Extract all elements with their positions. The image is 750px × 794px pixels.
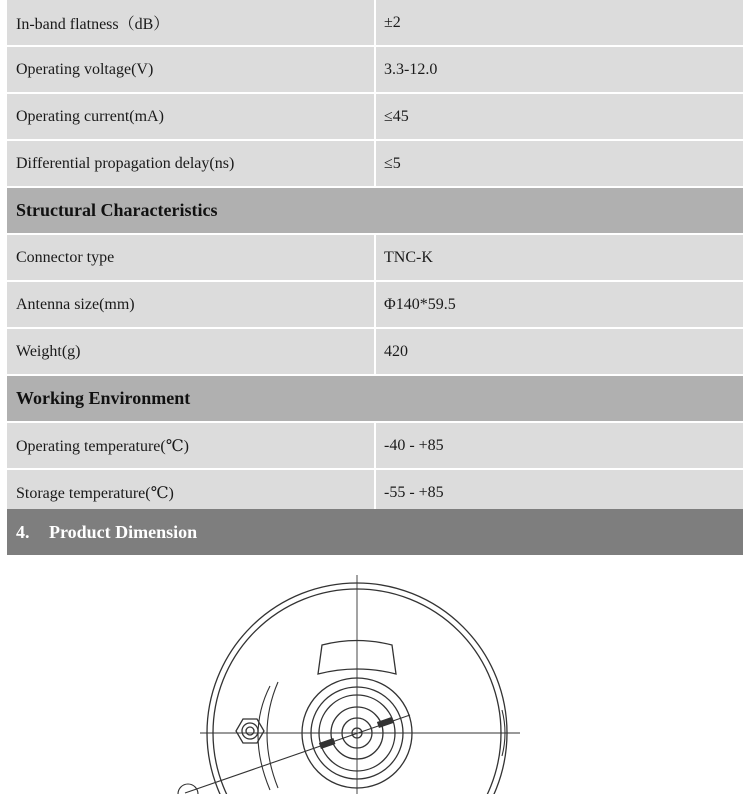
spec-label: In-band flatness（dB）: [7, 0, 375, 46]
spec-label: Operating current(mA): [7, 93, 375, 140]
spec-value: -55 - +85: [375, 469, 743, 516]
spec-row-operating-voltage: [7, 46, 743, 93]
spec-label: Operating voltage(V): [7, 46, 375, 93]
connector-pin: [246, 727, 254, 735]
spec-row-connector-type: [7, 234, 743, 281]
spec-label: Differential propagation delay(ns): [7, 140, 375, 187]
spec-value: 3.3-12.0: [375, 46, 743, 93]
product-dimension-header: [7, 509, 743, 555]
diagonal-section-line: [185, 715, 410, 793]
spec-label: Connector type: [7, 234, 375, 281]
spec-label: Storage temperature(℃): [7, 469, 375, 516]
spec-label: Antenna size(mm): [7, 281, 375, 328]
section-title: Product Dimension: [49, 522, 198, 542]
spec-table: [7, 0, 743, 517]
section-structural-characteristics: [7, 187, 743, 234]
section-title: Structural Characteristics: [7, 187, 743, 234]
left-arc-cutout: [267, 682, 278, 788]
section-working-environment: [7, 375, 743, 422]
spec-label: Weight(g): [7, 328, 375, 375]
connector-body: [242, 723, 258, 739]
spec-row-in-band-flatness: [7, 0, 743, 46]
spec-value: ≤5: [375, 140, 743, 187]
spec-value: TNC-K: [375, 234, 743, 281]
section-mark-left: [320, 739, 335, 748]
spec-value: ≤45: [375, 93, 743, 140]
spec-value: 420: [375, 328, 743, 375]
spec-value: -40 - +85: [375, 422, 743, 469]
spec-value: Φ140*59.5: [375, 281, 743, 328]
section-mark-right: [378, 718, 393, 727]
spec-label: Operating temperature(℃): [7, 422, 375, 469]
spec-value: ±2: [375, 0, 743, 46]
section-number: 4.: [16, 522, 30, 542]
spec-row-operating-temperature: [7, 422, 743, 469]
spec-row-operating-current: [7, 93, 743, 140]
spec-row-antenna-size: [7, 281, 743, 328]
section-title: Working Environment: [7, 375, 743, 422]
spec-row-weight: [7, 328, 743, 375]
spec-row-propagation-delay: [7, 140, 743, 187]
antenna-top-view-drawing: [160, 570, 560, 794]
